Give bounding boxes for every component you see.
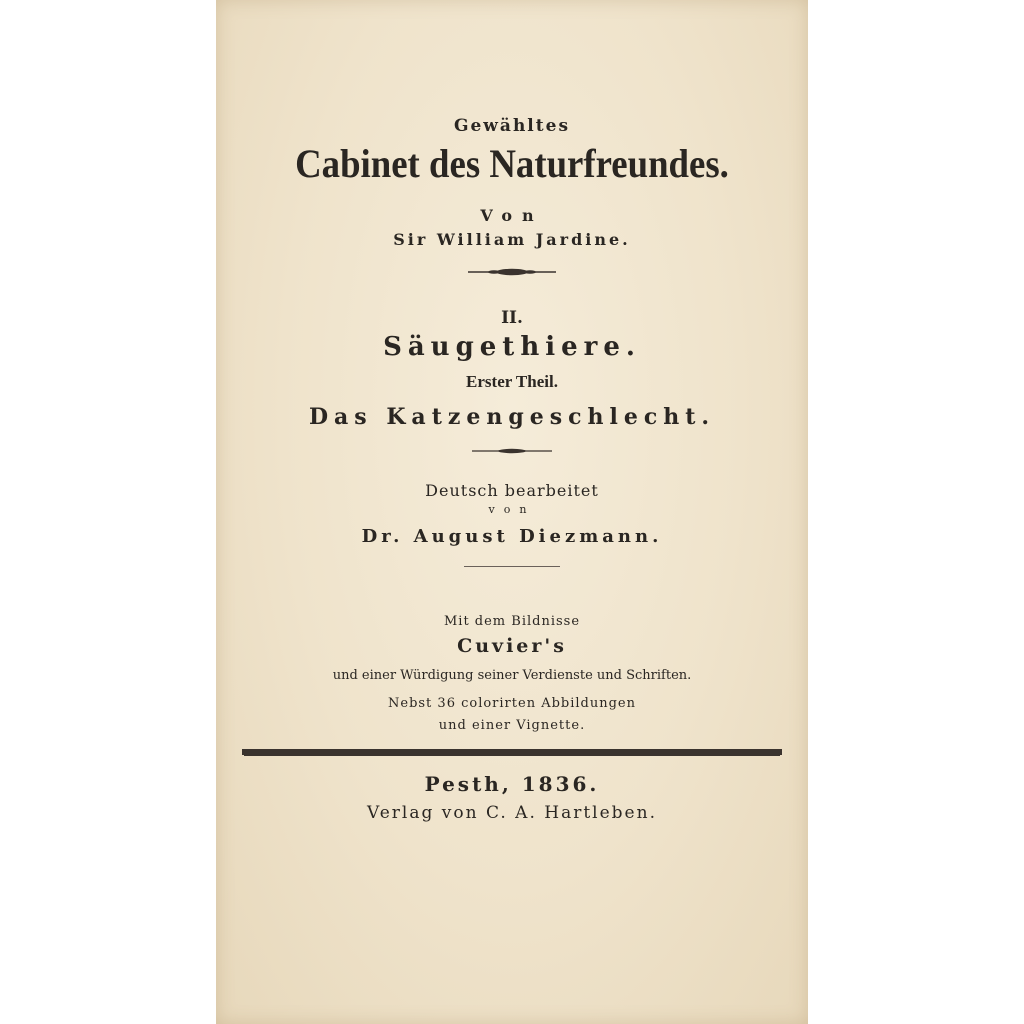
- by-label: von: [488, 503, 536, 516]
- by-label: Von: [480, 206, 544, 225]
- portrait-name: Cuvier's: [457, 635, 567, 657]
- ornament-divider: [216, 266, 808, 278]
- place-year: Pesth, 1836.: [424, 772, 600, 796]
- ornament-divider: [216, 445, 808, 457]
- title-page: [216, 0, 808, 1024]
- author-name: Sir William Jardine.: [393, 230, 631, 249]
- volume-number: II.: [501, 308, 523, 328]
- portrait-description: und einer Würdigung seiner Verdienste und Schriften.: [332, 668, 692, 683]
- illustrations-note: Nebst 36 colorirten Abbildungen: [388, 696, 636, 711]
- translation-note: Deutsch bearbeitet: [425, 481, 599, 500]
- portrait-intro: Mit dem Bildnisse: [443, 614, 581, 629]
- thin-rule: [464, 566, 560, 567]
- main-title: Cabinet des Naturfreundes.: [295, 141, 729, 186]
- vignette-note: und einer Vignette.: [438, 718, 586, 733]
- thick-rule: [242, 749, 782, 755]
- series-prefix: Gewähltes: [453, 116, 571, 136]
- translator-name: Dr. August Diezmann.: [361, 526, 663, 547]
- part-title: Das Katzengeschlecht.: [308, 404, 716, 430]
- part-label: Erster Theil.: [466, 372, 558, 391]
- volume-title: Säugethiere.: [383, 332, 641, 362]
- publisher: Verlag von C. A. Hartleben.: [367, 803, 657, 823]
